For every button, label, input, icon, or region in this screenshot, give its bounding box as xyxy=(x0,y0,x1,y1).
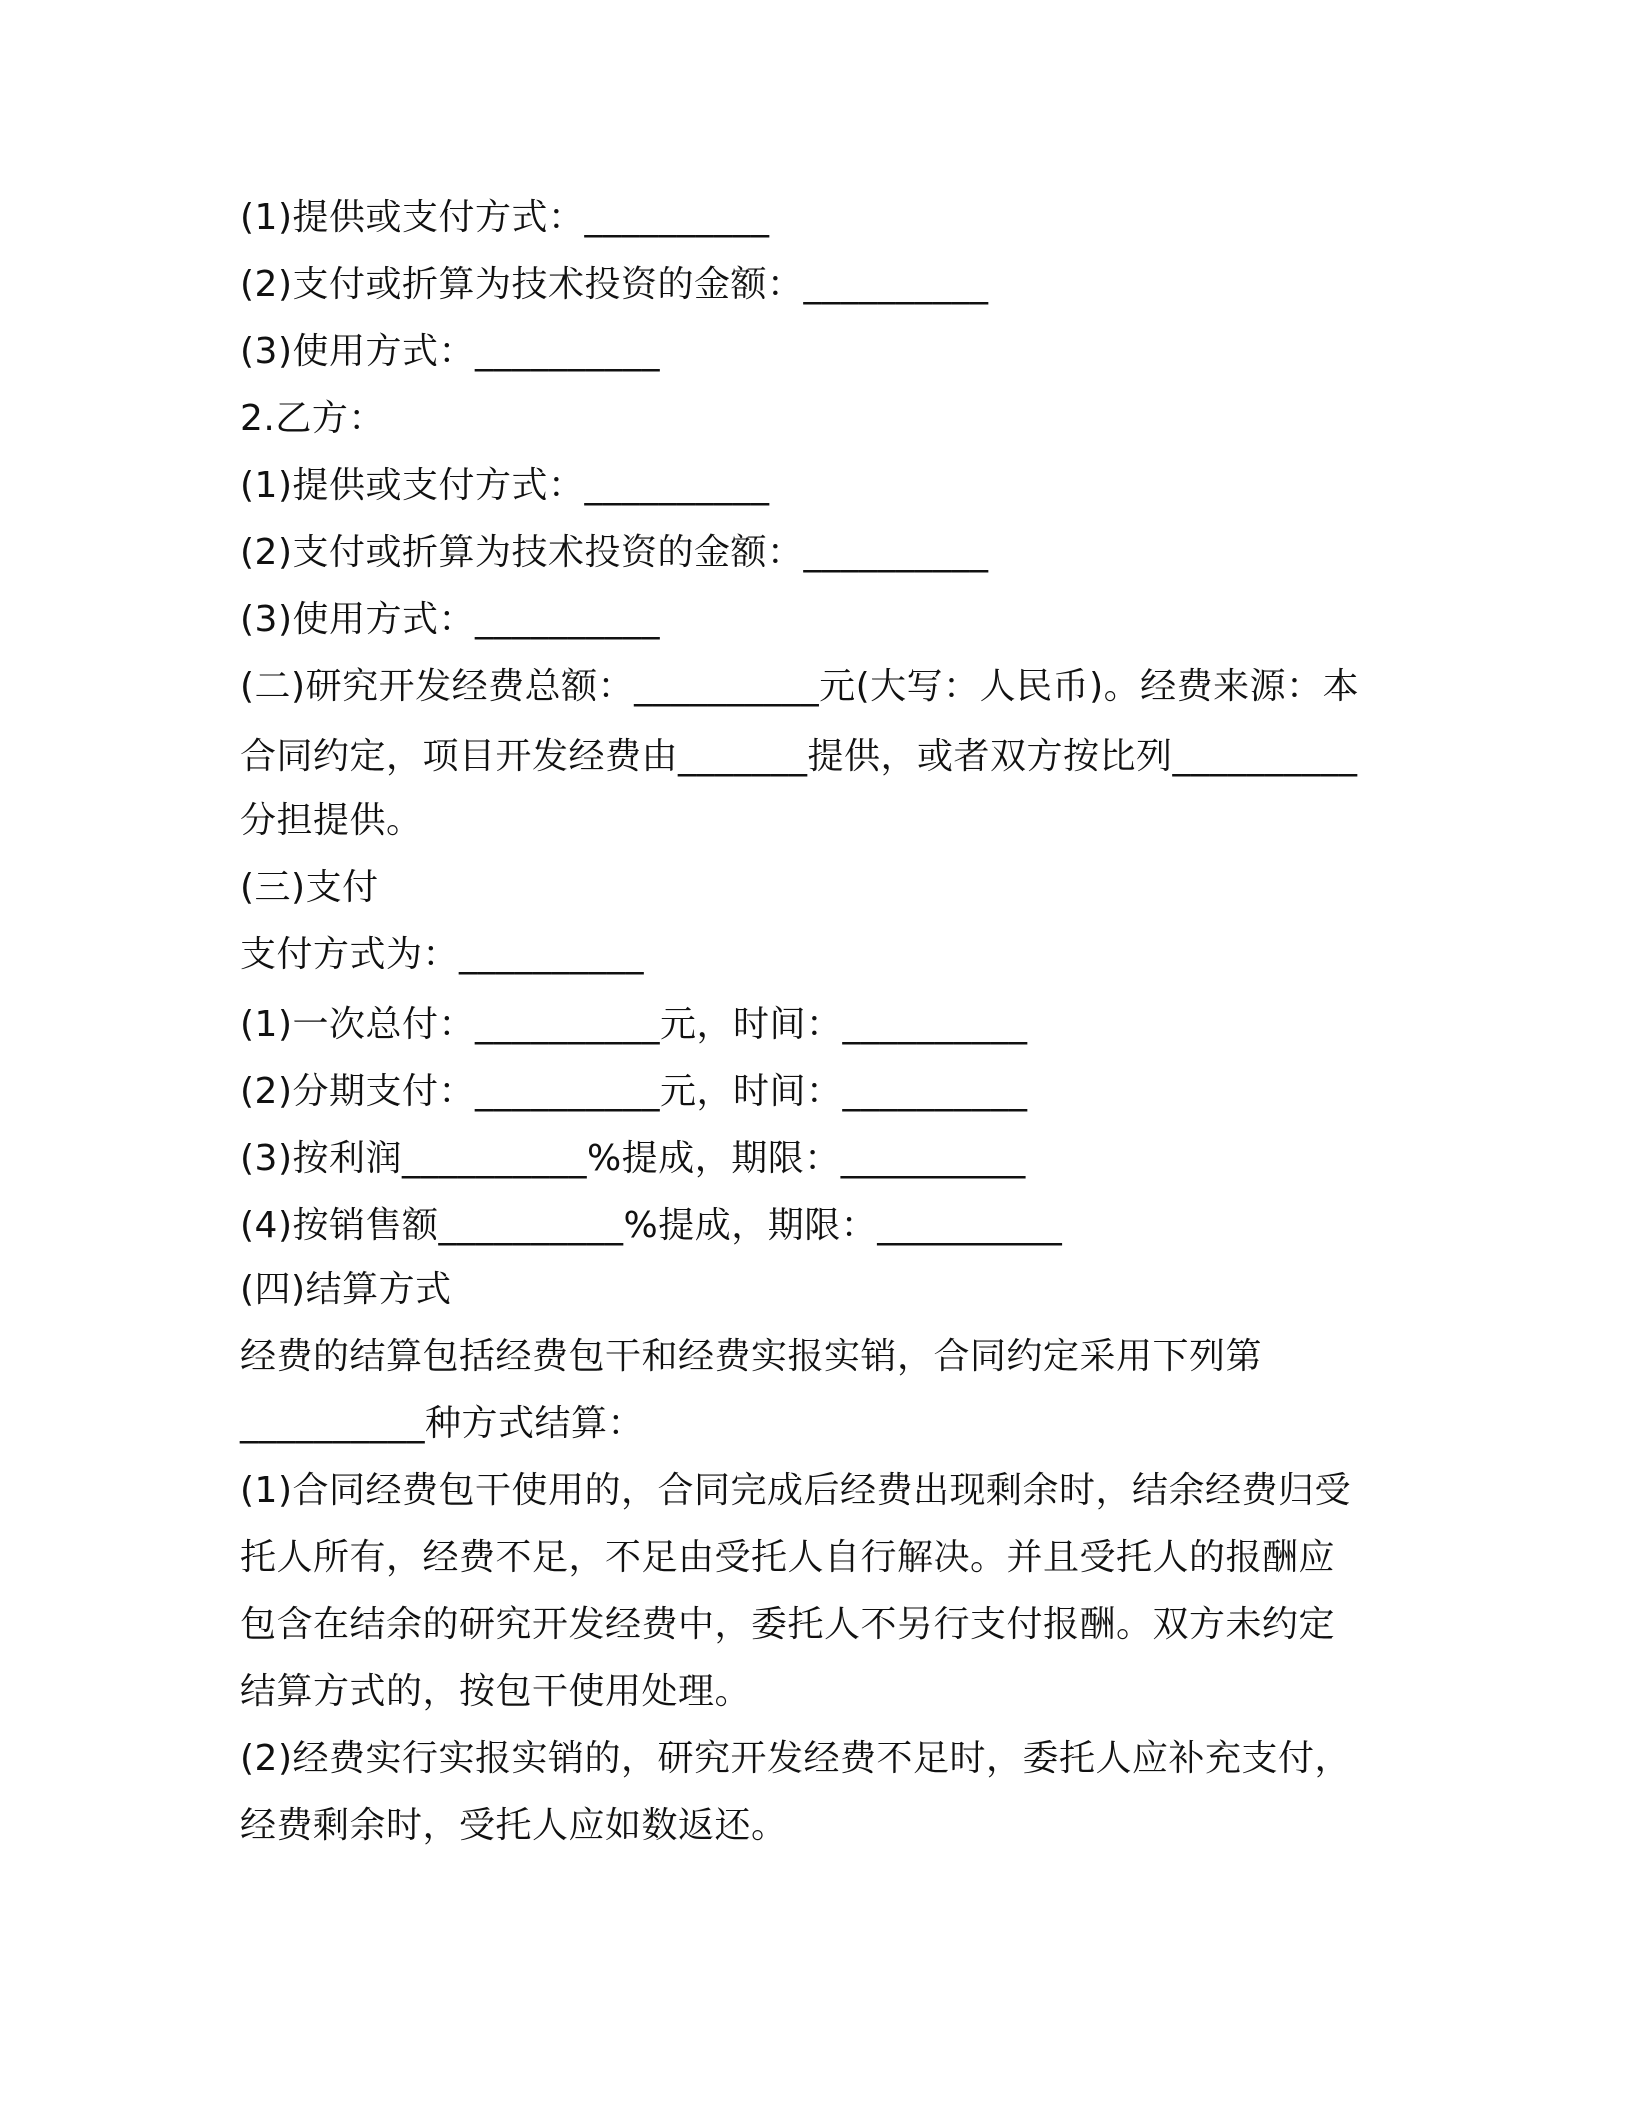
rd-funding-share: 分担提供。 xyxy=(240,800,423,841)
payment-profit-share: (3)按利润__________%提成，期限：__________ xyxy=(240,1138,1026,1179)
settlement-actual-2: 经费剩余时，受托人应如数返还。 xyxy=(240,1805,788,1846)
settlement-choice: __________种方式结算： xyxy=(240,1403,645,1444)
payment-sales-share: (4)按销售额__________%提成，期限：__________ xyxy=(240,1205,1063,1246)
settlement-intro: 经费的结算包括经费包干和经费实报实销，合同约定采用下列第 xyxy=(240,1336,1263,1377)
party-b-investment-amount: (2)支付或折算为技术投资的金额：__________ xyxy=(240,532,989,573)
settlement-lump-sum-2: 托人所有，经费不足，不足由受托人自行解决。并且受托人的报酬应 xyxy=(240,1537,1336,1578)
rd-funding-total: (二)研究开发经费总额：__________元(大写：人民币)。经费来源：本 xyxy=(240,666,1360,707)
settlement-lump-sum-3: 包含在结余的研究开发经费中，委托人不另行支付报酬。双方未约定 xyxy=(240,1604,1336,1645)
party-a-usage-method: (3)使用方式：__________ xyxy=(240,331,660,372)
payment-method: 支付方式为：__________ xyxy=(240,934,645,975)
party-b-usage-method: (3)使用方式：__________ xyxy=(240,599,660,640)
party-b-provision-method: (1)提供或支付方式：__________ xyxy=(240,465,770,506)
section-payment-heading: (三)支付 xyxy=(240,867,379,908)
rd-funding-source: 合同约定，项目开发经费由_______提供，或者双方按比列__________ xyxy=(240,736,1358,777)
party-a-investment-amount: (2)支付或折算为技术投资的金额：__________ xyxy=(240,264,989,305)
settlement-actual-1: (2)经费实行实报实销的，研究开发经费不足时，委托人应补充支付， xyxy=(240,1738,1351,1779)
party-a-provision-method: (1)提供或支付方式：__________ xyxy=(240,197,770,238)
settlement-lump-sum-4: 结算方式的，按包干使用处理。 xyxy=(240,1671,752,1712)
section-settlement-heading: (四)结算方式 xyxy=(240,1269,452,1310)
payment-lump-sum: (1)一次总付：__________元，时间：__________ xyxy=(240,1004,1028,1045)
settlement-lump-sum-1: (1)合同经费包干使用的，合同完成后经费出现剩余时，结余经费归受 xyxy=(240,1470,1351,1511)
payment-installments: (2)分期支付：__________元，时间：__________ xyxy=(240,1071,1028,1112)
party-b-heading: 2.乙方： xyxy=(240,398,385,439)
